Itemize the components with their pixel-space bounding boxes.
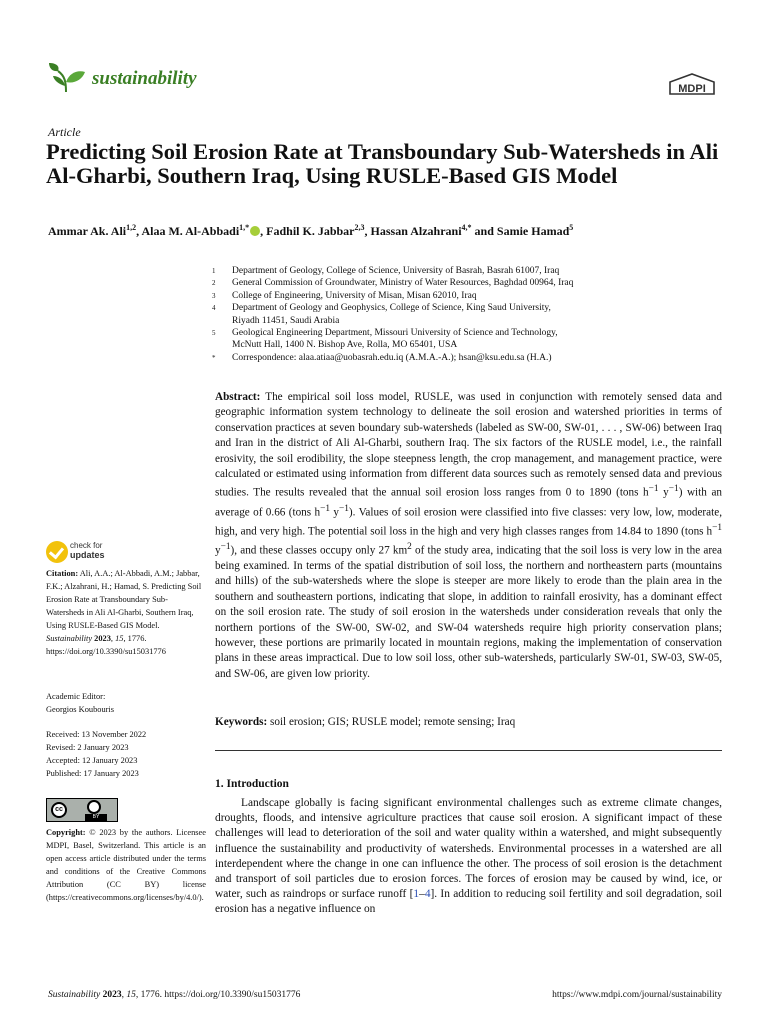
affiliation-item: 4 Department of Geology and Geophysics, College of Science, King Saud University, — [212, 303, 551, 314]
abstract: Abstract: The empirical soil loss model, RUSLE, was used in conjunction with remotely sensed data and geographic information system technology to delineate the soil erosion and watershed priorities in terms of conservation practices at seven boundary sub-watersheds (labeled as SW-00, SW-01, . . . , SW-06) between Iraq and Iran in the district of Ali Al-Gharbi, southern Iraq. The six factors of the RUSLE model, i.e., the rainfall erosivity, the soil erodibility, the slope steepness length, the crop management, and management practice, were calculated or estimated using information from different data sources such as remotely sensed data and previous studies. The results revealed that the annual soil erosion loss ranges from 0 to 1890 (tons $h^{-1}$ $y^{-1}$) with an average of 0.66 (tons $h^{-1}$ $y^{-1}$). Values of soil erosion were classified into five classes: very low, low, moderate, high, and very high. The potential soil loss in the high and very high classes ranges from 14.84 to 1890 (tons $h^{-1}$ $y^{-1}$), and these classes occupy only 27 $km^2$ of the study area, indicating that the soil loss is very low in the area being examined. In terms of the spatial distribution of soil loss, the northern and northeastern parts (mountains and hills) of the sub-watersheds where the slope is steeper are more likely to erode than the plain area in the southern and southeastern portions, indicating that slope, in addition to rainfall erosivity, has a dominant effect on the soil erosion rate. The study of soil erosion in the watersheds under consideration reveals that only the northern portions of the SW-00, SW-02, and SW-04 watersheds require high priority conservation plans; however, these portions are primarily located in mountain regions, making the implementation of conservation plans in these areas impractical. Due to low soil loss, other sub-watersheds, particularly SW-01, SW-03, SW-05, and SW-06, are given low priority. — [215, 391, 723, 680]
affiliation-item: * Correspondence: alaa.atiaa@uobasrah.edu.iq (A.M.A.-A.); hsan@ksu.edu.sa (H.A.) — [212, 352, 552, 363]
keywords: Keywords: soil erosion; GIS; RUSLE model; remote sensing; Iraq — [215, 716, 516, 728]
author-name: Fadhil K. Jabbar — [266, 224, 355, 238]
journal-name: sustainability — [92, 68, 197, 89]
affiliation-item: 3 College of Engineering, University of Misan, Misan 62010, Iraq — [212, 290, 477, 301]
author-name: Ammar Ak. Ali — [48, 224, 127, 238]
cc-by-license-badge[interactable]: cc BY — [46, 798, 118, 822]
affiliation-item: 2 General Commission of Groundwater, Ministry of Water Resources, Baghdad 00964, Iraq — [212, 278, 574, 289]
citation-block: Citation: Ali, A.A.; Al-Abbadi, A.M.; Jabbar, F.K.; Alzahrani, H.; Hamad, S. Predicting Soil Erosion Rate at Transboundary Sub-Watersheds in Ali Al-Gharbi, Southern Iraq, Using RUSLE-Based GIS Model. Sustainability 2023, 15, 1776. https://doi.org/10.3390/su15031776 — [46, 569, 202, 656]
author-name: Samie Hamad — [496, 224, 570, 238]
checkmark-icon — [46, 541, 68, 563]
affiliation-item: 5 Geological Engineering Department, Missouri University of Science and Technology, — [212, 328, 558, 339]
affiliation-item: 1 Department of Geology, College of Science, University of Basrah, Basrah 61007, Iraq — [212, 266, 560, 276]
date-item: Revised: 2 January 2023 — [46, 743, 129, 752]
footer-journal-url[interactable]: https://www.mdpi.com/journal/sustainability — [552, 990, 722, 1000]
abstract-label: Abstract: — [215, 391, 261, 403]
date-item: Accepted: 12 January 2023 — [46, 756, 138, 765]
introduction-body: Landscape globally is facing significant environmental challenges such as extreme climate changes, droughts, floods, and intensive agriculture practices that cause soil erosion. A significant impact of these challenges will lead to deterioration of the soil and water quality within a watershed, and might subsequently influence the sustainability and productivity of watersheds. Environmental processes in a watershed are all interdependent where the change in one can influence the other. The process of soil erosion is the detachment and transport of soil particles due to erosion forces. The forces of erosion may be caused by wind, ice, or water, such as raindrops or surface runoff [1–4]. In addition to reducing soil fertility and soil degradation, soil erosion has a negative influence on — [215, 797, 722, 916]
date-item: Published: 17 January 2023 — [46, 769, 139, 778]
citation-link[interactable]: 4 — [424, 888, 431, 901]
cc-icon: cc — [51, 802, 67, 818]
academic-editor: Academic Editor: Georgios Koubouris — [46, 692, 115, 714]
publication-dates — [46, 728, 206, 780]
orcid-icon[interactable] — [250, 226, 260, 236]
keywords-label: Keywords: — [215, 716, 268, 728]
publisher-logo — [666, 72, 718, 98]
article-type: Article — [48, 125, 81, 139]
publisher-name: MDPI — [678, 83, 706, 95]
person-icon — [87, 800, 101, 814]
section-heading-introduction: 1. Introduction — [215, 778, 289, 790]
paper-title: Predicting Soil Erosion Rate at Transboundary Sub-Watersheds in Ali Al-Gharbi, Southern Iraq, Using RUSLE-Based GIS Model — [46, 139, 719, 188]
section-divider — [215, 750, 722, 751]
author-list: Ammar Ak. Ali$^{1,2}$, Alaa M. Al-Abbadi$^{1,*}$ , Fadhil K. Jabbar$^{2,3}$, Hassan Alzahrani$^{4,*}$ and Samie Hamad$^5$ — [48, 223, 574, 238]
copyright-block: Copyright: © 2023 by the authors. Licensee MDPI, Basel, Switzerland. This article is an open access article distributed under the terms and conditions of the Creative Commons Attribution (CC BY) license (https://creativecommons.org/licenses/by/4.0/). — [46, 828, 206, 902]
footer-citation: Sustainability 2023, 15, 1776. https://doi.org/10.3390/su15031776 — [48, 990, 301, 1000]
date-item: Received: 13 November 2022 — [46, 730, 147, 739]
author-name: Alaa M. Al-Abbadi — [141, 224, 240, 238]
journal-logo-icon — [48, 62, 86, 94]
affiliations: 1 Department of Geology, College of Science, University of Basrah, Basrah 61007, Iraq 2 General Commission of Groundwater, Ministry of Water Resources, Baghdad 00964, Iraq 3 College of Engineering, University of Misan, Misan 62010, Iraq 4 Department of Geology and Geophysics, College of Science, King Saud University, Riyadh 11451, Saudi Arabia 5 Geological Engineering Department, Missouri University of Science and Technology, McNutt Hall, 1400 N. Bishop Ave, Rolla, MO 65401, USA * Correspondence: alaa.atiaa@uobasrah.edu.iq (A.M.A.-A.); hsan@ksu.edu.sa (H.A.) — [212, 265, 732, 364]
author-name: Hassan Alzahrani — [370, 224, 462, 238]
citation-link[interactable]: 1 — [413, 888, 420, 901]
